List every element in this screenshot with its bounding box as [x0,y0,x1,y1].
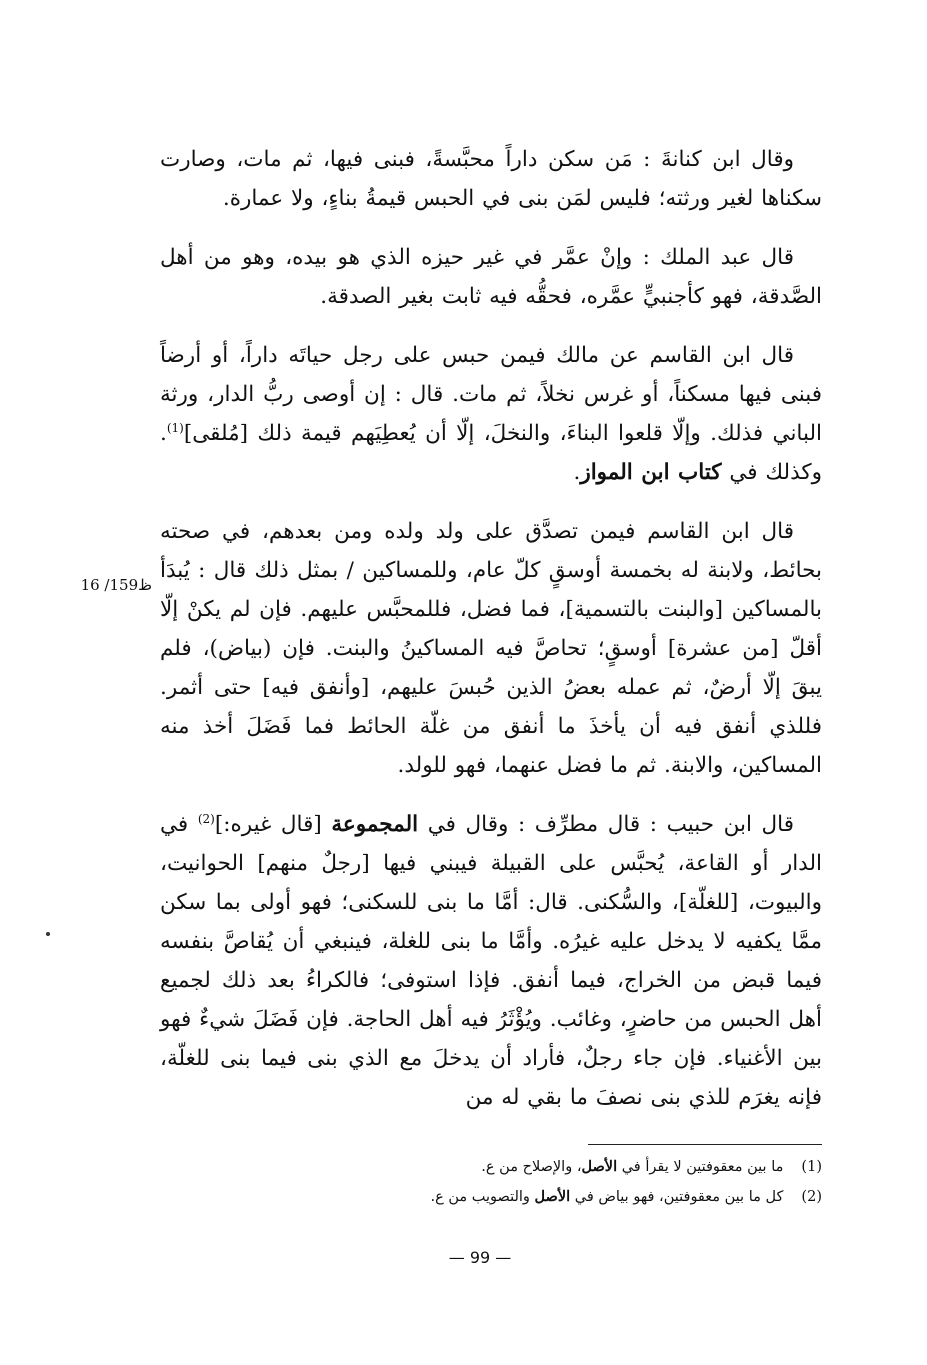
footnote-ref-2: (2) [197,811,215,826]
paragraph-4-text: قال ابن القاسم فيمن تصدَّق على ولد ولده ومن بعدهم، في صحته بحائط، ولابنة له بخمسة أوسقٍ كلّ عام، وللمساكين / بمثل ذلك قال : يُبدَأ بالمساكين [والبنت بالتسمية]، فما فضل، فللمحبَّس عليهم. فإن لم يكنْ إلّا أقلّ [من عشرة] أوسقٍ؛ تحاصَّ فيه المساكينُ والبنت. فإن (بياض)، فلم يبقَ إلّا أرضٌ، ثم عمله بعضُ الذين حُبسَ عليهم، [وأنفق فيه] حتى أثمر. فللذي أنفق فيه أن يأخذَ ما أنفق من غلّة الحائط فما فَضَلَ أخذ منه المساكين، والابنة. ثم ما فضل عنهما، فهو للولد. [160,519,822,778]
footnote-2 [300,1182,822,1212]
footnote-1-number: (1) [801,1159,822,1175]
paragraph-3-text-cont: . وكذلك في [160,421,822,485]
footnote-ref-1: (1) [166,420,184,435]
manuscript-folio-note: 16 /159ظ [80,576,152,594]
footnote-2-text-end: والتصويب من ع. [430,1189,535,1205]
paragraph-3-text: قال ابن القاسم عن مالك فيمن حبس على رجل حياتَه داراً، أو أرضاً فبنى فيها مسكناً، أو غرس نخلاً، ثم مات. قال : إن أوصى ربُّ الدار، ورثة الباني فذلك. وإلّا قلعوا البناءَ، والنخلَ، إلّا أن يُعطِيَهم قيمة ذلك [مُلقى] [160,343,822,446]
footnote-1-bold: الأصل [581,1158,618,1175]
footnotes [300,1152,822,1212]
paragraph-4 [160,512,822,785]
book-title-ibn-al-mawwaz: كتاب ابن المواز [580,460,722,485]
paragraph-1-text: وقال ابن كنانةَ : مَن سكن داراً محبَّسةً، فبنى فيها، ثم مات، وصارت سكناها لغير ورثته؛ فليس لمَن بنى في الحبس قيمةُ بناءٍ، ولا عمارة. [160,147,822,211]
footnote-2-number: (2) [801,1189,822,1205]
paragraph-5-text-cont: في الدار أو القاعة، يُحبَّس على القبيلة فيبني فيها [رجلٌ منهم] الحوانيت، والبيوت، [للغلّة]، والسُّكنى. قال: أمَّا ما بنى للسكنى؛ فهو أولى بما سكن ممَّا يكفيه لا يدخل عليه غيرُه. وأمَّا ما بنى للغلة، فينبغي أن يُقاصَّ بنفسه فيما قبض من الخراج، فيما أنفق. فإذا استوفى؛ فالكراءُ بعد ذلك لجميع أهل الحبس من حاضرٍ، وغائب. ويُؤْثَرُ فيه أهل الحاجة. فإن فَضَلَ شيءٌ فهو بين الأغنياء. فإن جاء رجلٌ، فأراد أن يدخلَ مع الذي بنى فيما بنى للغلّة، فإنه يغرَم للذي بنى نصفَ ما بقي له من [160,812,822,1110]
paragraph-5-text: قال ابن حبيب : قال مطرِّف : وقال في [418,812,794,837]
footnote-2-bold: الأصل [534,1188,571,1205]
paragraph-5-text-bracket: [قال غيره:] [214,812,332,837]
main-text [160,140,822,1137]
paragraph-5 [160,805,822,1117]
footnote-1-text: ما بين معقوفتين لا يقرأ في [617,1159,784,1175]
footnote-1 [300,1152,822,1182]
paragraph-3 [160,336,822,492]
paragraph-1 [160,140,822,218]
paragraph-2-text: قال عبد الملك : وإنْ عمَّر في غير حيزه الذي هو بيده، وهو من أهل الصَّدقة، فهو كأجنبيٍّ عمَّره، فحقُّه فيه ثابت بغير الصدقة. [160,245,822,309]
stray-mark [46,932,50,936]
book-title-al-majmua: المجموعة [331,812,419,837]
page-number: — 99 — [448,1248,512,1267]
footnote-separator [588,1144,822,1145]
footnote-2-text: كل ما بين معقوفتين، فهو بياض في [570,1189,784,1205]
paragraph-2 [160,238,822,316]
footnote-1-text-end: ، والإصلاح من ع. [481,1159,582,1175]
paragraph-3-end: . [573,460,581,485]
